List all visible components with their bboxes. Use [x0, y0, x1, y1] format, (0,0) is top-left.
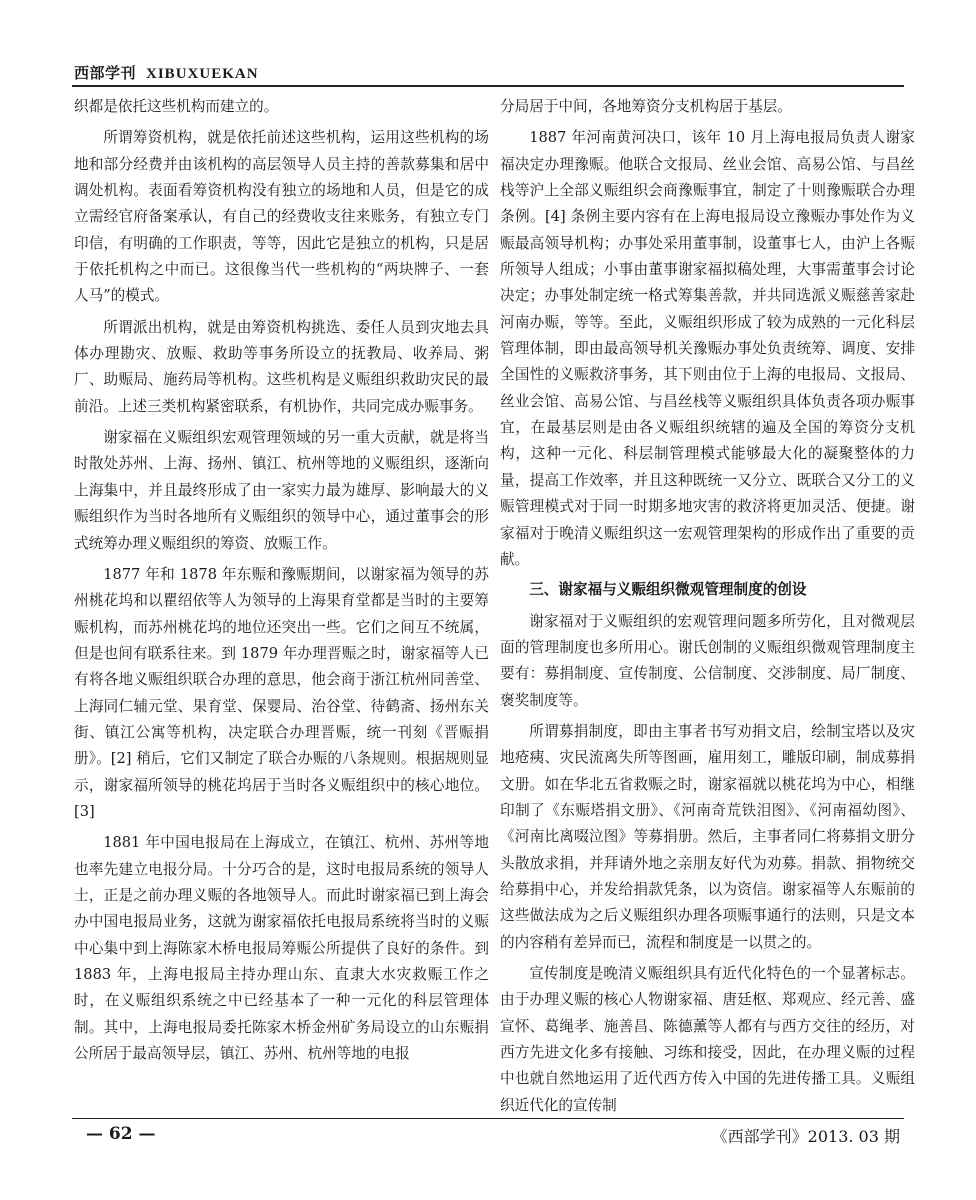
- body-paragraph: 1887 年河南黄河决口，该年 10 月上海电报局负责人谢家福决定办理豫赈。他联合文报局、丝业会馆、高易公馆、与昌丝栈等沪上全部义赈组织会商豫赈事宜，制定了十则豫赈联合办理条例。[4] 条例主要内容有在上海电报局设立豫赈办事处作为义赈最高领导机构；办事处采用董事制，设董事七人，由沪上各赈所领导人组成；小事由董事谢家福拟稿处理，大事需董事会讨论决定；办事处制定统一格式筹集善款，并共同选派义赈慈善家赴河南办赈，等等。至此，义赈组织形成了较为成熟的一元化科层管理体制，即由最高领导机关豫赈办事处负责统筹、调度、安排全国性的义赈救济事务，其下则由位于上海的电报局、文报局、丝业会馆、高易公馆、与昌丝栈等义赈组织具体负责各项办赈事宜，在最基层则是由各义赈组织统辖的遍及全国的筹资分支机构，这种一元化、科层制管理模式能够最大化的凝聚整体的力量，提高工作效率，并且这种既统一又分立、既联合又分工的义赈管理模式对于同一时期多地灾害的救济将更加灵活、便捷。谢家福对于晚清义赈组织这一宏观管理架构的形成作出了重要的贡献。: [500, 129, 915, 568]
- running-header: [74, 62, 259, 83]
- section-heading: 三、谢家福与义赈组织微观管理制度的创设: [529, 581, 807, 599]
- body-paragraph: 宣传制度是晚清义赈组织具有近代化特色的一个显著标志。由于办理义赈的核心人物谢家福、唐廷枢、郑观应、经元善、盛宣怀、葛绳孝、施善昌、陈德薰等人都有与西方交往的经历，对西方先进文化多有接触、习练和接受，因此，在办理义赈的过程中也就自然地运用了近代西方传入中国的先进传播工具。义赈组织近代化的宣传制: [500, 965, 915, 1114]
- journal-name-en: XIBUXUEKAN: [146, 66, 259, 82]
- footer-rule: [72, 1118, 904, 1119]
- body-paragraph: 1881 年中国电报局在上海成立，在镇江、杭州、苏州等地也率先建立电报分局。十分巧合的是，这时电报局系统的领导人士，正是之前办理义赈的各地领导人。而此时谢家福已到上海会办中国电报局业务，这就为谢家福依托电报局系统将当时的义赈中心集中到上海陈家木桥电报局筹赈公所提供了良好的条件。到 1883 年，上海电报局主持办理山东、直隶大水灾救赈工作之时，在义赈组织系统之中已经基本了一种一元化的科层管理体制。其中，上海电报局委托陈家木桥金州矿务局设立的山东赈捐公所居于最高领导层，镇江、苏州、杭州等地的电报: [74, 834, 489, 1063]
- continued-paragraph: 织都是依托这些机构而建立的。: [74, 98, 279, 115]
- body-paragraph: 谢家福在义赈组织宏观管理领域的另一重大贡献，就是将当时散处苏州、上海、扬州、镇江、杭州等地的义赈组织，逐渐向上海集中，并且最终形成了由一家实力最为雄厚、影响最大的义赈组织作为当时各地所有义赈组织的领导中心，通过董事会的形式统筹办理义赈组织的筹资、放赈工作。: [74, 429, 489, 552]
- continued-paragraph: 分局居于中间，各地筹资分支机构居于基层。: [500, 98, 792, 115]
- body-paragraph: 1877 年和 1878 年东赈和豫赈期间，以谢家福为领导的苏州桃花坞和以瞿绍依等人为领导的上海果育堂都是当时的主要筹赈机构，而苏州桃花坞的地位还突出一些。它们之间互不统属，但是也间有联系往来。到 1879 年办理晋赈之时，谢家福等人已有将各地义赈组织联合办理的意思，他会商于浙江杭州同善堂、上海同仁辅元堂、果育堂、保婴局、治谷堂、待鹤斋、扬州东关街、镇江公寓等机构，决定联合办理晋赈，统一刊刻《晋赈捐册》。[2] 稍后，它们又制定了联合办赈的八条规则。根据规则显示，谢家福所领导的桃花坞居于当时各义赈组织中的核心地位。[3]: [74, 565, 489, 820]
- right-column: [500, 94, 915, 1119]
- issue-label: 《西部学刊》2013. 03 期: [711, 1127, 900, 1146]
- body-paragraph: 所谓筹资机构，就是依托前述这些机构，运用这些机构的场地和部分经费并由该机构的高层领导人员主持的善款募集和居中调处机构。表面看筹资机构没有独立的场地和人员，但是它的成立需经官府备案承认，有自己的经费收支往来账务，有独立专门印信，有明确的工作职责，等等，因此它是独立的机构，只是居于依托机构之中而已。这很像当代一些机构的“两块牌子、一套人马”的模式。: [74, 129, 489, 305]
- left-column: [74, 94, 489, 1067]
- header-rule: [72, 85, 904, 87]
- body-paragraph: 谢家福对于义赈组织的宏观管理问题多所劳化，且对微观层面的管理制度也多所用心。谢氏创制的义赈组织微观管理制度主要有：募捐制度、宣传制度、公信制度、交涉制度、局厂制度、褒奖制度等。: [500, 612, 915, 709]
- journal-name-cn: 西部学刊: [74, 64, 137, 82]
- body-paragraph: 所谓募捐制度，即由主事者书写劝捐文启，绘制宝塔以及灾地疮痍、灾民流离失所等图画，雇用刻工，雕版印刷，制成募捐文册。如在华北五省救赈之时，谢家福就以桃花坞为中心，相继印制了《东赈塔捐文册》、《河南奇荒铁泪图》、《河南福幼图》、《河南比离啜泣图》等募捐册。然后，主事者同仁将募捐文册分头散放求捐，并拜请外地之亲朋友好代为劝募。捐款、捐物统交给募捐中心，并发给捐款凭条，以为资信。谢家福等人东赈前的这些做法成为之后义赈组织办理各项赈事通行的法则，只是文本的内容稍有差异而已，流程和制度是一以贯之的。: [500, 722, 915, 951]
- body-paragraph: 所谓派出机构，就是由筹资机构挑选、委任人员到灾地去具体办理勘灾、放赈、救助等事务所设立的抚教局、收养局、粥厂、助赈局、施药局等机构。这些机构是义赈组织救助灾民的最前沿。上述三类机构紧密联系，有机协作，共同完成办赈事务。: [74, 318, 489, 415]
- page-number: — 62 —: [86, 1124, 156, 1144]
